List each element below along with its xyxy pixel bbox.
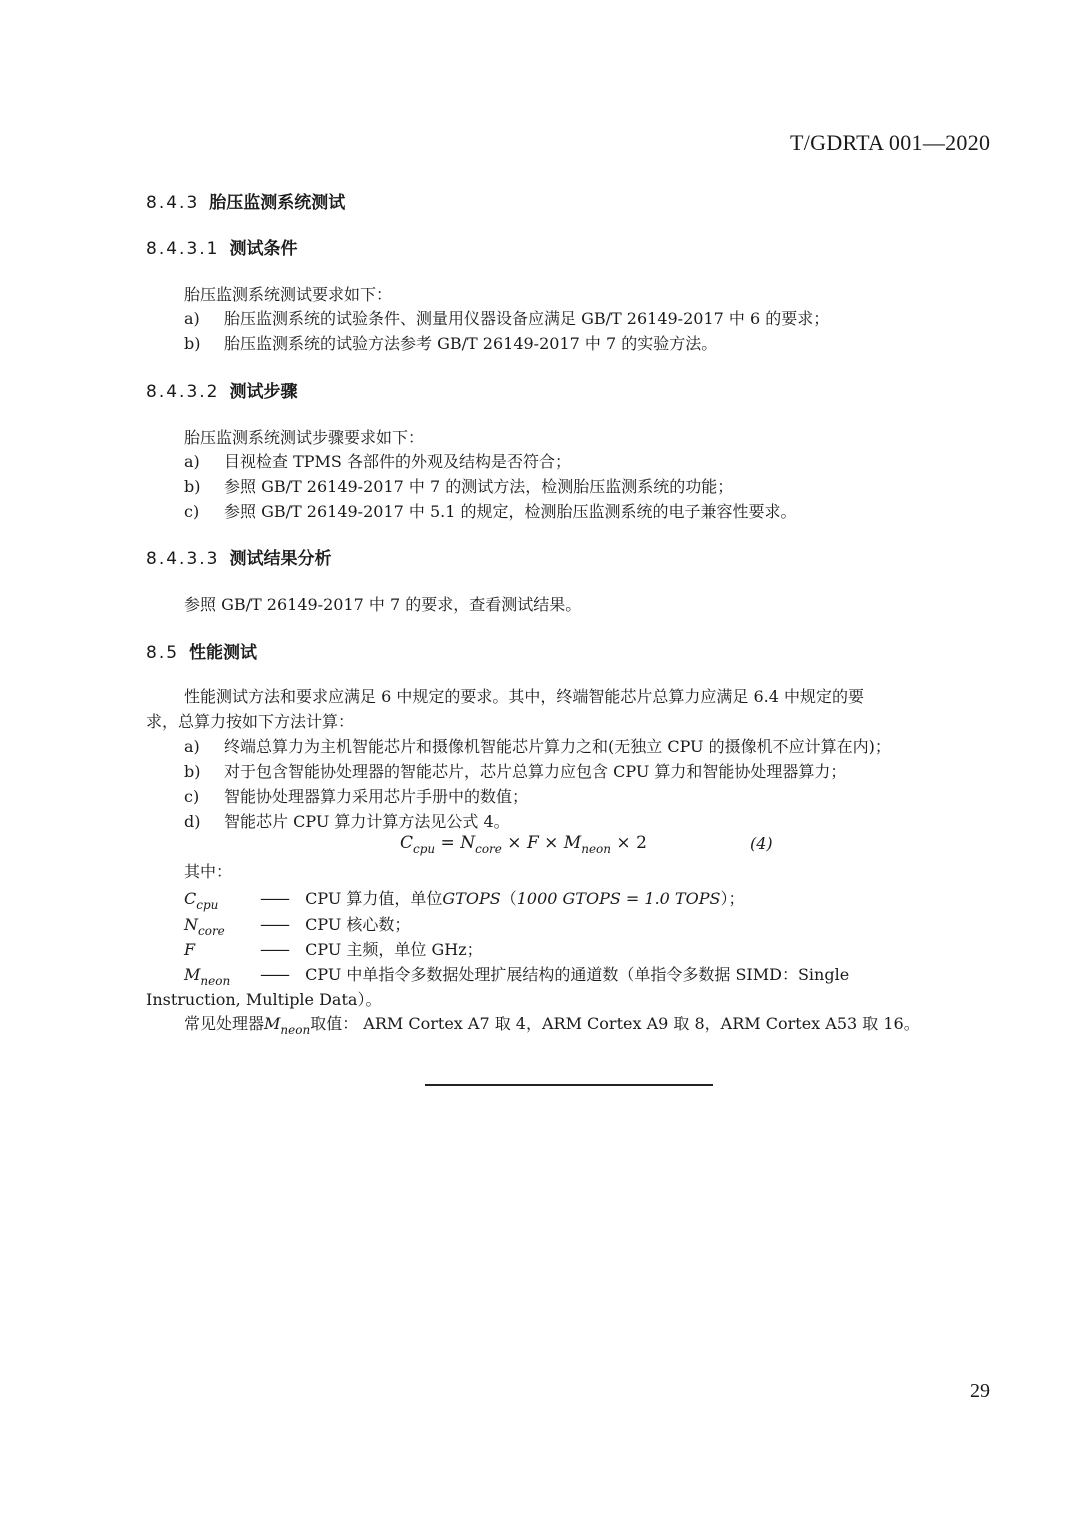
paragraph: 参照 GB/T 26149-2017 中 7 的要求，查看测试结果。	[184, 595, 582, 614]
symbol: F	[184, 940, 196, 959]
formula-n: N	[460, 833, 476, 853]
list-item	[184, 474, 733, 497]
section-title: 性能测试	[189, 643, 258, 663]
section-number: 8.4.3.1	[146, 239, 220, 259]
section-8-4-3-heading	[146, 188, 345, 213]
symbol-sub: cpu	[196, 898, 219, 912]
list-item	[184, 809, 510, 832]
formula-m: M	[563, 833, 582, 853]
list-item	[184, 331, 717, 354]
list-text: 目视检查 TPMS 各部件的外观及结构是否符合；	[224, 452, 571, 471]
section-title: 测试步骤	[229, 382, 298, 402]
symbol-sub: neon	[200, 974, 231, 988]
list-text: 参照 GB/T 26149-2017 中 7 的测试方法，检测胎压监测系统的功能；	[224, 477, 734, 496]
section-8-5-heading	[146, 638, 257, 663]
symbol-sub: core	[198, 924, 225, 938]
equation-number: (4)	[750, 834, 773, 853]
section-title: 测试结果分析	[229, 549, 332, 569]
symbol: N	[184, 915, 198, 934]
list-item	[184, 306, 829, 329]
em-dash: ——	[260, 915, 288, 934]
list-text: 胎压监测系统的试验条件、测量用仪器设备应满足 GB/T 26149-2017 中 6 的要求；	[224, 309, 830, 328]
list-label: c)	[184, 502, 200, 521]
formula-tail: × 2	[611, 833, 647, 853]
document-number: T/GDRTA 001—2020	[790, 130, 991, 155]
paragraph: 胎压监测系统测试步骤要求如下：	[184, 428, 425, 447]
em-dash: ——	[260, 889, 288, 908]
list-item	[184, 449, 571, 472]
common-prefix: 常见处理器	[184, 1014, 265, 1033]
definition-text: （	[500, 889, 517, 908]
list-label: b)	[184, 762, 201, 781]
list-text: 对于包含智能协处理器的智能芯片，芯片总算力应包含 CPU 算力和智能协处理器算力；	[224, 762, 847, 781]
em-dash: ——	[260, 965, 288, 984]
list-item	[184, 759, 846, 782]
formula-m-sub: neon	[581, 842, 612, 856]
section-number: 8.4.3	[146, 193, 200, 213]
list-label: a)	[184, 452, 200, 471]
formula-equals: =	[435, 833, 461, 853]
section-8-4-3-3-heading	[146, 544, 331, 569]
definition-ncore	[184, 912, 410, 938]
formula-lhs: C	[400, 833, 414, 853]
list-text: 智能芯片 CPU 算力计算方法见公式 4。	[224, 812, 510, 831]
section-number: 8.5	[146, 643, 180, 663]
definition-mneon-cont: Instruction, Multiple Data）。	[146, 990, 382, 1009]
formula	[400, 833, 647, 856]
common-suffix: 取值： ARM Cortex A7 取 4，ARM Cortex A9 取 8，ARM Cortex A53 取 16。	[310, 1014, 920, 1033]
section-8-4-3-1-heading	[146, 234, 297, 259]
definition-text: CPU 核心数；	[300, 915, 411, 934]
list-text: 智能协处理器算力采用芯片手册中的数值；	[224, 787, 529, 806]
list-item	[184, 499, 797, 522]
formula-times-f: × F ×	[501, 833, 564, 853]
list-label: a)	[184, 737, 200, 756]
symbol: M	[264, 1014, 281, 1033]
where-label: 其中：	[184, 862, 233, 881]
list-label: d)	[184, 812, 201, 831]
list-label: c)	[184, 787, 200, 806]
definition-ccpu	[184, 886, 744, 912]
page-number: 29	[970, 1380, 990, 1402]
definition-f	[184, 937, 483, 960]
paragraph-line: 性能测试方法和要求应满足 6 中规定的要求。其中，终端智能芯片总算力应满足 6.4 中规定的要	[184, 687, 864, 706]
paragraph-line: 求，总算力按如下方法计算：	[146, 712, 355, 731]
unit: GTOPS	[442, 889, 501, 908]
definition-text: CPU 主频，单位 GHz；	[300, 940, 483, 959]
formula-n-sub: core	[475, 842, 502, 856]
definition-text: CPU 算力值，单位	[300, 889, 443, 908]
list-text: 参照 GB/T 26149-2017 中 5.1 的规定，检测胎压监测系统的电子兼容性要求。	[224, 502, 797, 521]
definition-text: ）；	[720, 889, 745, 908]
section-number: 8.4.3.2	[146, 382, 220, 402]
section-number: 8.4.3.3	[146, 549, 220, 569]
paragraph: 胎压监测系统测试要求如下：	[184, 285, 393, 304]
list-text: 终端总算力为主机智能芯片和摄像机智能芯片算力之和(无独立 CPU 的摄像机不应计算在内)；	[224, 737, 891, 756]
section-8-4-3-2-heading	[146, 377, 297, 402]
end-rule	[425, 1084, 713, 1086]
list-label: b)	[184, 477, 201, 496]
symbol: C	[184, 889, 197, 908]
definition-text: CPU 中单指令多数据处理扩展结构的通道数（单指令多数据 SIMD：Single	[300, 965, 850, 984]
section-title: 测试条件	[229, 239, 298, 259]
formula-lhs-sub: cpu	[413, 842, 436, 856]
symbol: M	[184, 965, 201, 984]
unit-equation: 1000 GTOPS = 1.0 TOPS	[516, 889, 721, 908]
list-label: b)	[184, 334, 201, 353]
list-text: 胎压监测系统的试验方法参考 GB/T 26149-2017 中 7 的实验方法。	[224, 334, 718, 353]
definition-mneon	[184, 962, 849, 988]
symbol-sub: neon	[280, 1023, 311, 1037]
list-item	[184, 734, 891, 757]
em-dash: ——	[260, 940, 288, 959]
list-item	[184, 784, 528, 807]
list-label: a)	[184, 309, 200, 328]
section-title: 胎压监测系统测试	[209, 193, 346, 213]
common-values	[184, 1011, 920, 1037]
